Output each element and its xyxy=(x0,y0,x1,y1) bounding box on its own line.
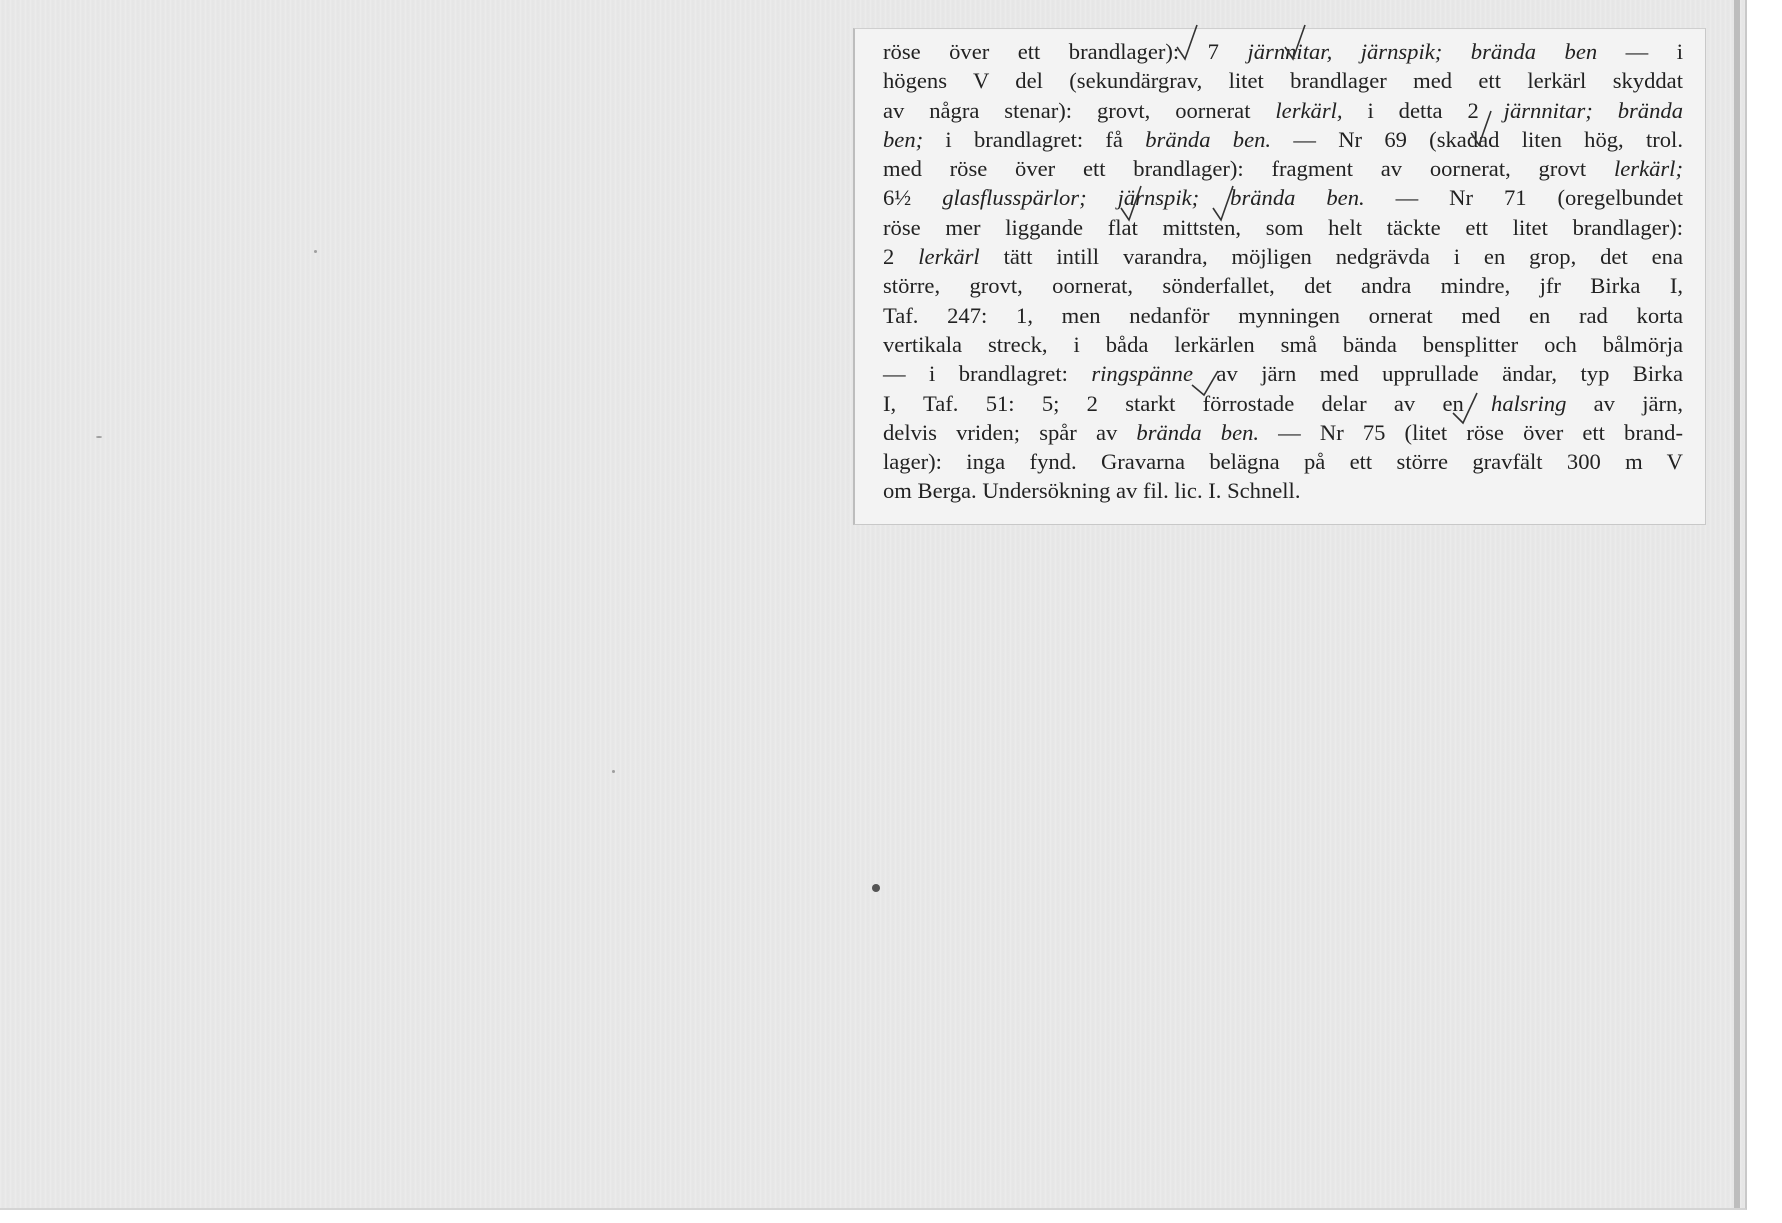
text-line xyxy=(883,447,1683,476)
text-run: Taf. 247: 1, men nedanför mynningen ornerat med en rad korta xyxy=(883,302,1683,328)
text-run: högens V del (sekundärgrav, litet brandlager med ett lerkärl skyddat xyxy=(883,68,1683,94)
text-line xyxy=(883,418,1683,447)
italic-term: lerkärl; xyxy=(1613,156,1683,182)
text-run: i detta 2 xyxy=(1342,97,1504,123)
text-line xyxy=(883,330,1683,359)
check-mark-6 xyxy=(1190,359,1220,399)
italic-term: lerkärl xyxy=(918,244,980,270)
text-run: om Berga. Undersökning av fil. lic. I. Schnell. xyxy=(883,478,1301,504)
text-run: 6½ xyxy=(883,185,943,211)
text-line xyxy=(883,154,1683,183)
italic-term: järnspik; xyxy=(1117,185,1200,211)
text-run: vertikala streck, i båda lerkärlen små bända bensplitter och bålmörja xyxy=(883,331,1683,357)
text-run: — i xyxy=(1597,39,1683,64)
italic-term: brända ben. xyxy=(1230,185,1365,211)
text-run: av järn, xyxy=(1566,390,1683,416)
check-mark-1 xyxy=(1173,23,1203,63)
text-line xyxy=(883,96,1683,125)
text-line xyxy=(883,389,1683,418)
dust-speck xyxy=(612,770,615,773)
text-run xyxy=(1332,39,1360,64)
text-run: röse över ett brandlager): 7 xyxy=(883,39,1248,64)
italic-term: brända ben. xyxy=(1145,126,1272,152)
text-line xyxy=(883,183,1683,212)
italic-term: ben; xyxy=(883,126,924,152)
check-mark-3 xyxy=(1467,109,1497,149)
italic-term: ringspänne xyxy=(1091,361,1193,387)
text-run: — Nr 71 (oregelbundet xyxy=(1364,185,1684,211)
text-run: med röse över ett brandlager): fragment av oornerat, grovt xyxy=(883,156,1614,182)
dust-speck xyxy=(314,250,317,253)
italic-term: järnnitar; xyxy=(1503,97,1593,123)
newspaper-clipping xyxy=(853,28,1706,525)
text-run: röse mer liggande flat mittsten, som helt täckte ett litet brandlager): xyxy=(883,214,1683,240)
card-edge-shadow xyxy=(1734,0,1740,1208)
text-line xyxy=(883,271,1683,300)
clipping-text xyxy=(883,37,1683,506)
italic-term: brända ben xyxy=(1470,39,1598,64)
text-run xyxy=(1593,98,1618,123)
italic-term: brända ben. xyxy=(1136,419,1260,445)
italic-term: lerkärl, xyxy=(1275,97,1343,123)
text-run: delvis vriden; spår av xyxy=(883,419,1137,445)
check-mark-2 xyxy=(1281,23,1311,63)
italic-term: brända xyxy=(1617,97,1683,123)
italic-term: järnspik; xyxy=(1360,39,1443,64)
dust-speck xyxy=(872,884,880,892)
text-line xyxy=(883,359,1683,388)
text-line xyxy=(883,66,1683,95)
italic-term: halsring xyxy=(1491,390,1567,416)
text-run: — i brandlagret: xyxy=(883,361,1092,387)
text-run: 2 xyxy=(883,244,919,270)
text-line xyxy=(883,242,1683,271)
text-run: i brandlagret: få xyxy=(923,126,1146,152)
italic-term: glasflusspärlor; xyxy=(942,185,1087,211)
check-mark-7 xyxy=(1451,387,1481,427)
text-line xyxy=(883,301,1683,330)
text-run xyxy=(1442,39,1470,64)
text-run: I, Taf. 51: 5; 2 starkt förrostade delar av en xyxy=(883,390,1492,416)
text-run xyxy=(1087,185,1118,210)
text-run: av några stenar): grovt, oornerat xyxy=(883,97,1276,123)
check-mark-5 xyxy=(1209,184,1239,224)
text-line xyxy=(883,476,1683,505)
text-run: tätt intill varandra, möjligen nedgrävda i en grop, det ena xyxy=(979,244,1683,270)
italic-term: järnnitar, xyxy=(1247,39,1333,64)
dust-speck xyxy=(96,436,102,438)
text-run: lager): inga fynd. Gravarna belägna på ett större gravfält 300 m V xyxy=(883,449,1683,475)
check-mark-4 xyxy=(1117,184,1147,224)
text-line xyxy=(883,125,1683,154)
text-run: större, grovt, oornerat, sönderfallet, det andra mindre, jfr Birka I, xyxy=(883,273,1683,299)
text-run: — Nr 69 (skadad liten hög, trol. xyxy=(1271,126,1683,152)
text-run: — Nr 75 (litet röse över ett brand- xyxy=(1259,419,1683,445)
text-line xyxy=(883,213,1683,242)
text-run: av järn med upprullade ändar, typ Birka xyxy=(1193,361,1683,387)
